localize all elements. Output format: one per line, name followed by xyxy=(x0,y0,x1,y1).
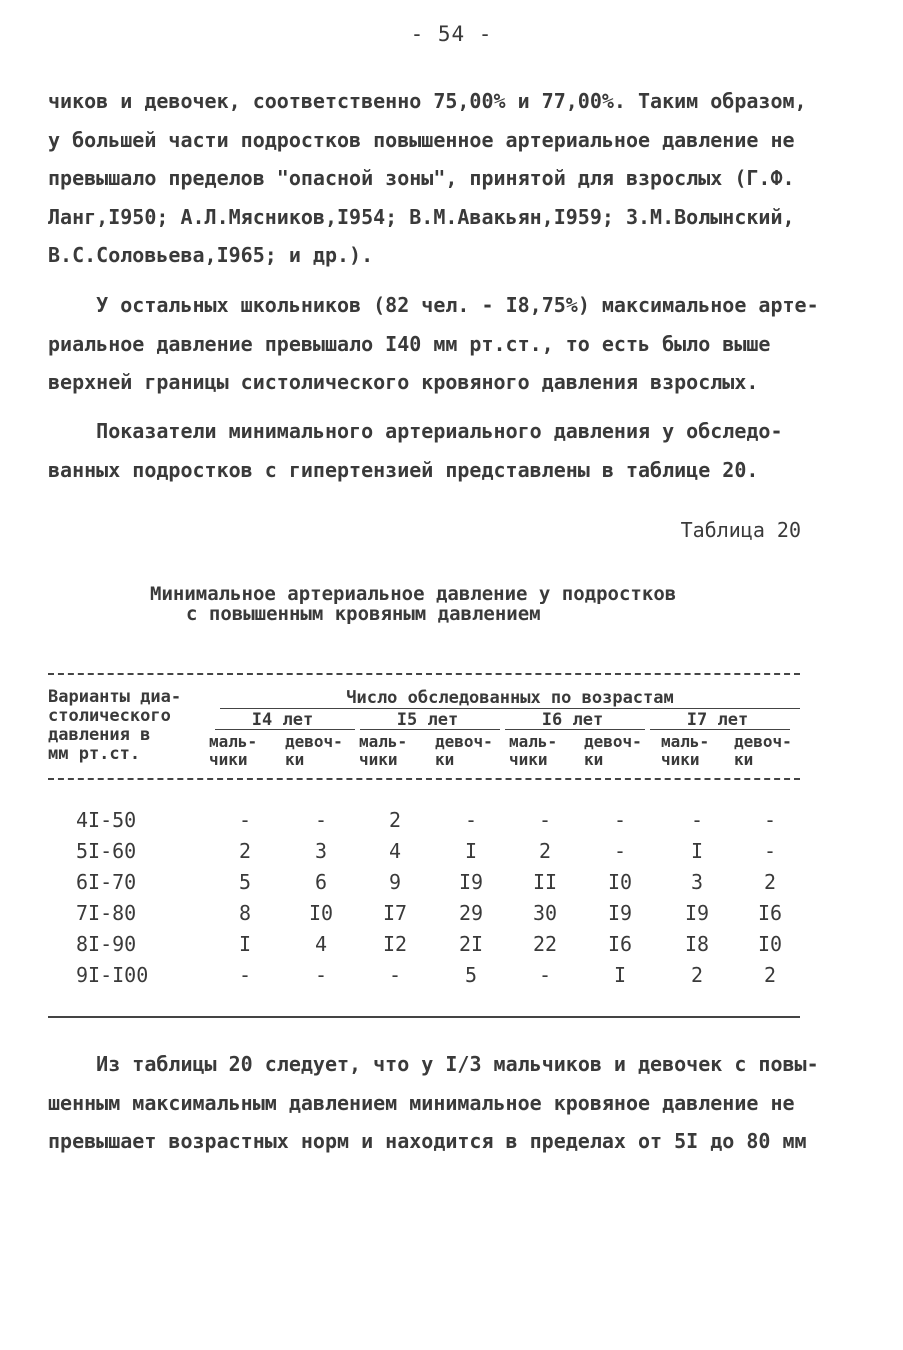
table-cell: II xyxy=(532,870,558,894)
table-cell: - xyxy=(238,808,252,832)
table-cell: - xyxy=(388,963,402,987)
age-header-underline xyxy=(360,729,500,730)
table-cell: I0 xyxy=(607,870,633,894)
row-header: Варианты диа- столического давления в мм рт.ст. xyxy=(48,687,182,764)
sex-header: девоч- ки xyxy=(435,732,493,769)
table-label: Таблица 20 xyxy=(680,518,801,542)
table-row xyxy=(0,839,903,869)
table-cell: 29 xyxy=(458,901,484,925)
table-cell: 2 xyxy=(690,963,704,987)
table-cell: 2 xyxy=(238,839,252,863)
table-cell: 5 xyxy=(464,963,478,987)
table-cell: 6 xyxy=(314,870,328,894)
table-cell: I7 xyxy=(382,901,408,925)
pressure-range: 9I-I00 xyxy=(76,963,149,987)
sex-header: маль- чики xyxy=(209,732,258,769)
table-cell: 2 xyxy=(763,870,777,894)
table-cell: - xyxy=(314,963,328,987)
table-cell: I xyxy=(238,932,252,956)
pressure-range: 7I-80 xyxy=(76,901,137,925)
table-row xyxy=(0,963,903,993)
sex-header: маль- чики xyxy=(509,732,558,769)
pressure-range: 4I-50 xyxy=(76,808,137,832)
age-header: I6 лет xyxy=(541,710,604,730)
table-cell: I6 xyxy=(757,901,783,925)
table-cell: 3 xyxy=(314,839,328,863)
table-cell: 8 xyxy=(238,901,252,925)
table-caption xyxy=(150,584,750,624)
table-cell: - xyxy=(538,808,552,832)
table-cell: 2 xyxy=(538,839,552,863)
table-cell: I xyxy=(613,963,627,987)
age-header: I5 лет xyxy=(396,710,459,730)
table-cell: 2I xyxy=(458,932,484,956)
table-header-rule xyxy=(48,778,800,780)
table-cell: - xyxy=(538,963,552,987)
table-cell: I9 xyxy=(458,870,484,894)
table-row xyxy=(0,870,903,900)
table-row xyxy=(0,808,903,838)
table-bottom-rule xyxy=(48,1016,800,1018)
pressure-range: 8I-90 xyxy=(76,932,137,956)
age-header: I7 лет xyxy=(686,710,749,730)
sex-header: девоч- ки xyxy=(285,732,343,769)
age-span-underline xyxy=(220,708,800,709)
table-cell: - xyxy=(690,808,704,832)
table-cell: - xyxy=(613,808,627,832)
table-cell: I6 xyxy=(607,932,633,956)
table-row xyxy=(0,901,903,931)
table-cell: 3 xyxy=(690,870,704,894)
table-cell: I2 xyxy=(382,932,408,956)
table-cell: - xyxy=(238,963,252,987)
table-cell: I xyxy=(464,839,478,863)
table-cell: 2 xyxy=(763,963,777,987)
table-cell: I xyxy=(690,839,704,863)
table-cell: - xyxy=(763,839,777,863)
table-cell: - xyxy=(464,808,478,832)
age-span-header: Число обследованных по возрастам xyxy=(346,688,674,708)
age-header-underline xyxy=(650,729,790,730)
table-cell: I0 xyxy=(757,932,783,956)
table-row xyxy=(0,932,903,962)
pressure-range: 6I-70 xyxy=(76,870,137,894)
sex-header: маль- чики xyxy=(359,732,408,769)
page-number: - 54 - xyxy=(410,22,493,46)
age-header-underline xyxy=(215,729,355,730)
table-top-rule xyxy=(48,673,800,675)
table-cell: 2 xyxy=(388,808,402,832)
table-cell: 30 xyxy=(532,901,558,925)
table-cell: I8 xyxy=(684,932,710,956)
sex-header: девоч- ки xyxy=(584,732,642,769)
table-cell: 4 xyxy=(314,932,328,956)
table-cell: I0 xyxy=(308,901,334,925)
paragraph-4: Из таблицы 20 следует, что у I/3 мальчиков и девочек с повы- шенным максимальным давлением минимальное кровяное давление не превышает возрастных норм и находится в пределах от 5I до 80 мм xyxy=(48,1052,819,1153)
table-cell: - xyxy=(763,808,777,832)
table-cell: - xyxy=(613,839,627,863)
paragraph-3: Показатели минимального артериального давления у обследо- ванных подростков с гипертензией представлены в таблице 20. xyxy=(48,419,783,482)
sex-header: девоч- ки xyxy=(734,732,792,769)
sex-header: маль- чики xyxy=(661,732,710,769)
table-caption-line-1: Минимальное артериальное давление у подростков xyxy=(150,583,677,605)
table-caption-line-2: с повышенным кровяным давлением xyxy=(186,603,541,625)
paragraph-1: чиков и девочек, соответственно 75,00% и 77,00%. Таким образом, у большей части подростков повышенное артериальное давление не превышало пределов "опасной зоны", принятой для взрослых (Г.Ф. Ланг,I950; А.Л.Мясников,I954; В.М.Авакьян,I959; З.М.Волынский, В.С.Соловьева,I965; и др.). xyxy=(48,89,807,267)
paragraph-2: У остальных школьников (82 чел. - I8,75%) максимальное арте- риальное давление превышало I40 мм рт.ст., то есть было выше верхней границы систолического кровяного давления взрослых. xyxy=(48,293,819,394)
table-cell: - xyxy=(314,808,328,832)
table-cell: 5 xyxy=(238,870,252,894)
table-cell: 9 xyxy=(388,870,402,894)
table-cell: 4 xyxy=(388,839,402,863)
age-header: I4 лет xyxy=(251,710,314,730)
table-cell: I9 xyxy=(684,901,710,925)
pressure-range: 5I-60 xyxy=(76,839,137,863)
table-cell: I9 xyxy=(607,901,633,925)
age-header-underline xyxy=(505,729,645,730)
table-cell: 22 xyxy=(532,932,558,956)
